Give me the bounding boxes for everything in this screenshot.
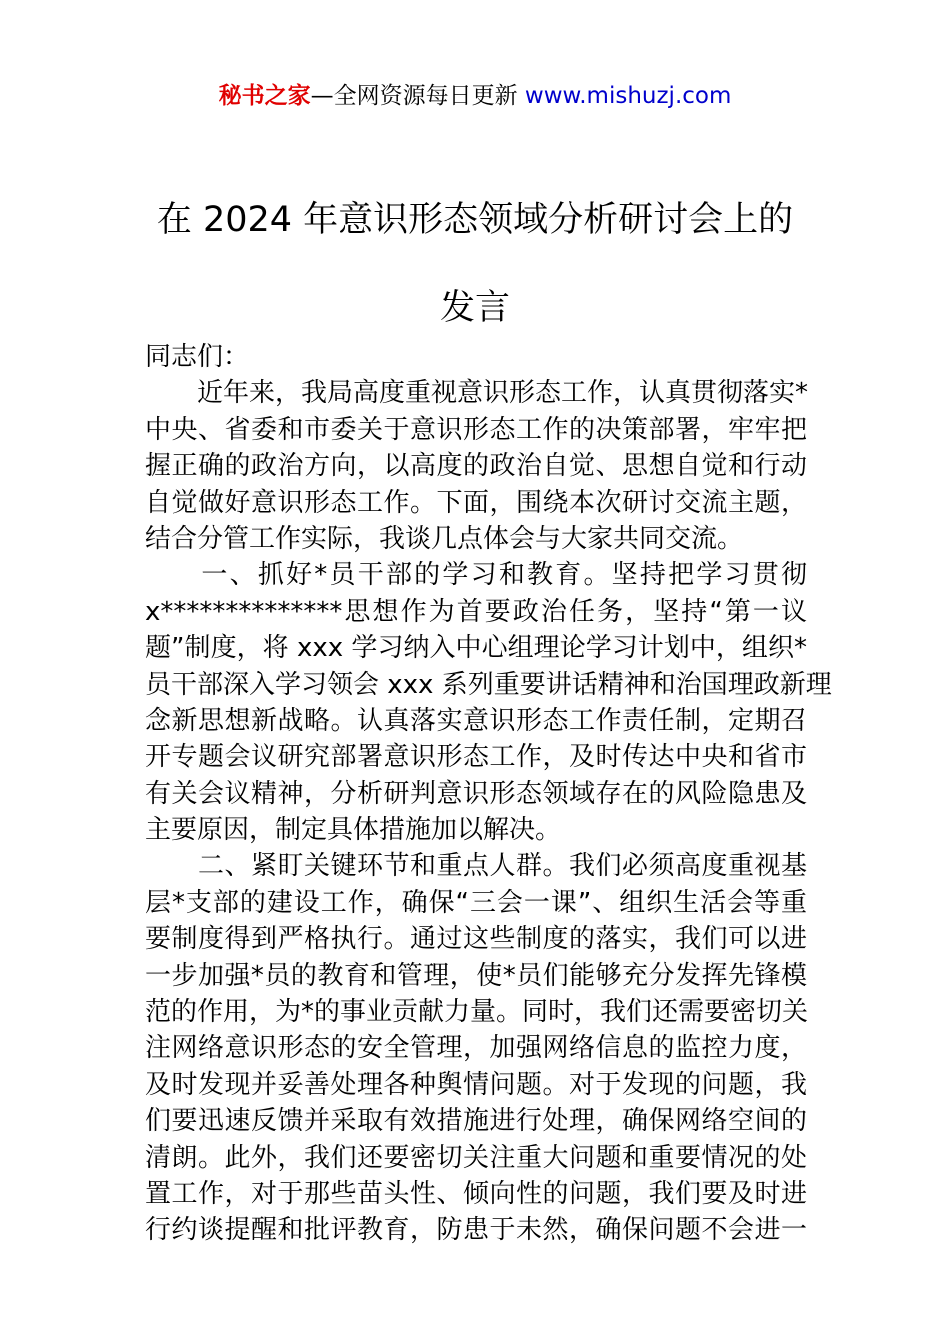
body-line: 要制度得到严格执行。通过这些制度的落实，我们可以进 <box>145 924 807 955</box>
body-line: 主要原因，制定具体措施加以解决。 <box>145 815 562 846</box>
salutation: 同志们： <box>145 342 250 372</box>
site-url[interactable]: www.mishuzj.com <box>524 83 732 109</box>
body-line: 一步加强*员的教育和管理，使*员们能够充分发挥先锋模 <box>145 960 807 991</box>
body-line: 行约谈提醒和批评教育，防患于未然，确保问题不会进一 <box>145 1215 807 1246</box>
body-line: 二、紧盯关键环节和重点人群。我们必须高度重视基 <box>145 851 807 882</box>
title-line-2: 发言 <box>439 288 510 328</box>
title-line-1: 在 2024 年意识形态领域分析研讨会上的 <box>156 200 794 240</box>
body-line: 一、抓好*员干部的学习和教育。坚持把学习贯彻 <box>145 560 807 591</box>
body-line: 员干部深入学习领会 xxx 系列重要讲话精神和治国理政新理 <box>145 669 832 700</box>
document-title <box>145 176 805 352</box>
body-line: 范的作用，为*的事业贡献力量。同时，我们还需要密切关 <box>145 997 809 1028</box>
body-line: 及时发现并妥善处理各种舆情问题。对于发现的问题，我 <box>145 1069 807 1100</box>
body-line: 近年来，我局高度重视意识形态工作，认真贯彻落实* <box>145 378 809 409</box>
body-line: 清朗。此外，我们还要密切关注重大问题和重要情况的处 <box>145 1142 807 1173</box>
body-line: x**************思想作为首要政治任务，坚持“第一议 <box>145 596 807 627</box>
brand-name: 秘书之家 <box>218 83 311 109</box>
body-line: 们要迅速反馈并采取有效措施进行处理，确保网络空间的 <box>145 1106 807 1137</box>
body-line: 自觉做好意识形态工作。下面，围绕本次研讨交流主题， <box>145 487 807 518</box>
body-line: 置工作，对于那些苗头性、倾向性的问题，我们要及时进 <box>145 1178 807 1209</box>
body-line: 中央、省委和市委关于意识形态工作的决策部署，牢牢把 <box>145 414 807 445</box>
site-header <box>0 80 950 112</box>
body-line: 有关会议精神，分析研判意识形态领域存在的风险隐患及 <box>145 778 807 809</box>
body-line: 结合分管工作实际，我谈几点体会与大家共同交流。 <box>145 523 744 554</box>
header-tagline: —全网资源每日更新 <box>310 83 525 109</box>
body-line: 握正确的政治方向，以高度的政治自觉、思想自觉和行动 <box>145 451 807 482</box>
body-line: 开专题会议研究部署意识形态工作，及时传达中央和省市 <box>145 742 807 773</box>
document-body <box>145 339 832 1249</box>
body-line: 念新思想新战略。认真落实意识形态工作责任制，定期召 <box>145 705 807 736</box>
body-line: 注网络意识形态的安全管理，加强网络信息的监控力度， <box>145 1033 807 1064</box>
body-line: 层*支部的建设工作，确保“三会一课”、组织生活会等重 <box>145 887 807 918</box>
body-line: 题”制度，将 xxx 学习纳入中心组理论学习计划中，组织* <box>145 633 807 664</box>
